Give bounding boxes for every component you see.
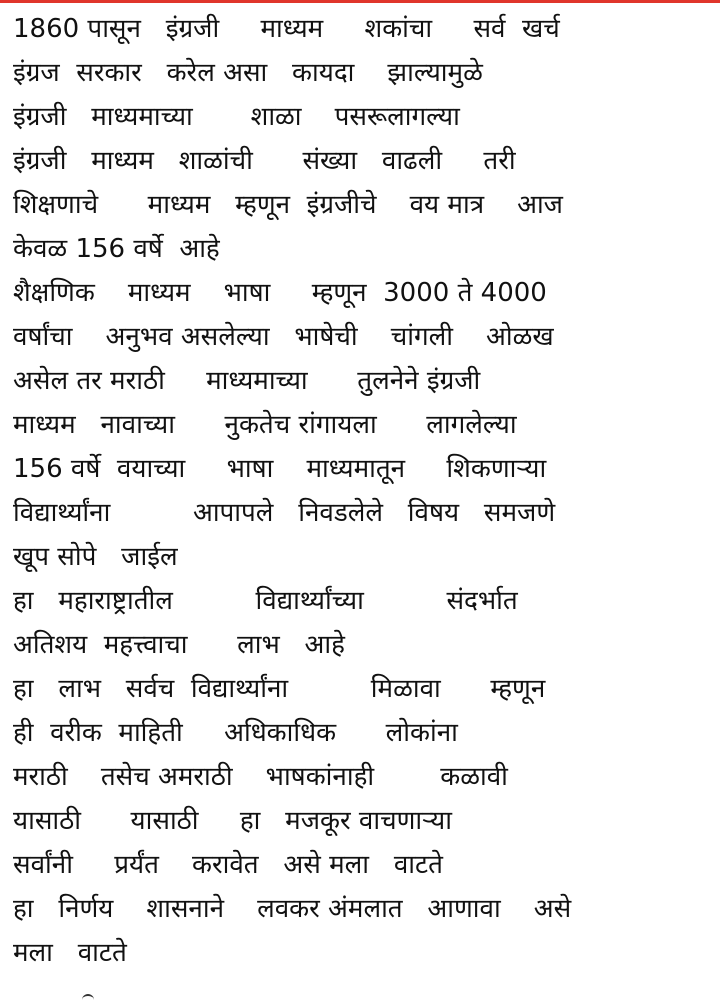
- text-line-2: इंग्रज सरकार करेल असा कायदा झाल्यामुळे: [13, 58, 483, 88]
- text-line-12: विद्यार्थ्यांना आपापले निवडलेले विषय समजणे: [13, 498, 556, 528]
- text-line-17: ही वरीक माहिती अधिकाधिक लोकांना: [13, 718, 458, 748]
- cropped-glyph-fragment: [82, 994, 94, 1002]
- text-line-20: सर्वांनी प्रर्यंत करावेत असे मला वाटते: [13, 850, 443, 880]
- text-line-14: हा महाराष्ट्रातील विद्यार्थ्यांच्या संदर्भात: [13, 586, 518, 616]
- text-line-16: हा लाभ सर्वच विद्यार्थ्यांना मिळावा म्हणून: [13, 674, 546, 704]
- text-line-5: शिक्षणाचे माध्यम म्हणून इंग्रजीचे वय मात्र आज: [13, 190, 563, 220]
- text-line-7: शैक्षणिक माध्यम भाषा म्हणून 3000 ते 4000: [13, 278, 547, 308]
- text-line-19: यासाठी यासाठी हा मजकूर वाचणाऱ्या: [13, 806, 452, 836]
- top-accent-rule: [0, 0, 720, 3]
- text-line-9: असेल तर मराठी माध्यमाच्या तुलनेने इंग्रजी: [13, 366, 481, 396]
- marathi-text-block: [13, 7, 713, 975]
- text-line-8: वर्षांचा अनुभव असलेल्या भाषेची चांगली ओळख: [13, 322, 554, 352]
- text-line-10: माध्यम नावाच्या नुकतेच रांगायला लागलेल्या: [13, 410, 517, 440]
- text-line-4: इंग्रजी माध्यम शाळांची संख्या वाढली तरी: [13, 146, 516, 176]
- text-line-1: 1860 पासून इंग्रजी माध्यम शकांचा सर्व खर्च: [13, 14, 560, 44]
- text-line-3: इंग्रजी माध्यमाच्या शाळा पसरूलागल्या: [13, 102, 460, 132]
- text-line-11: 156 वर्षे वयाच्या भाषा माध्यमातून शिकणाऱ्या: [13, 454, 547, 484]
- text-line-13: खूप सोपे जाईल: [13, 542, 178, 572]
- text-line-18: मराठी तसेच अमराठी भाषकांनाही कळावी: [13, 762, 508, 792]
- text-line-6: केवळ 156 वर्षे आहे: [13, 234, 220, 264]
- text-line-22: मला वाटते: [13, 938, 127, 968]
- text-line-21: हा निर्णय शासनाने लवकर अंमलात आणावा असे: [13, 894, 572, 924]
- text-line-15: अतिशय महत्त्वाचा लाभ आहे: [13, 630, 345, 660]
